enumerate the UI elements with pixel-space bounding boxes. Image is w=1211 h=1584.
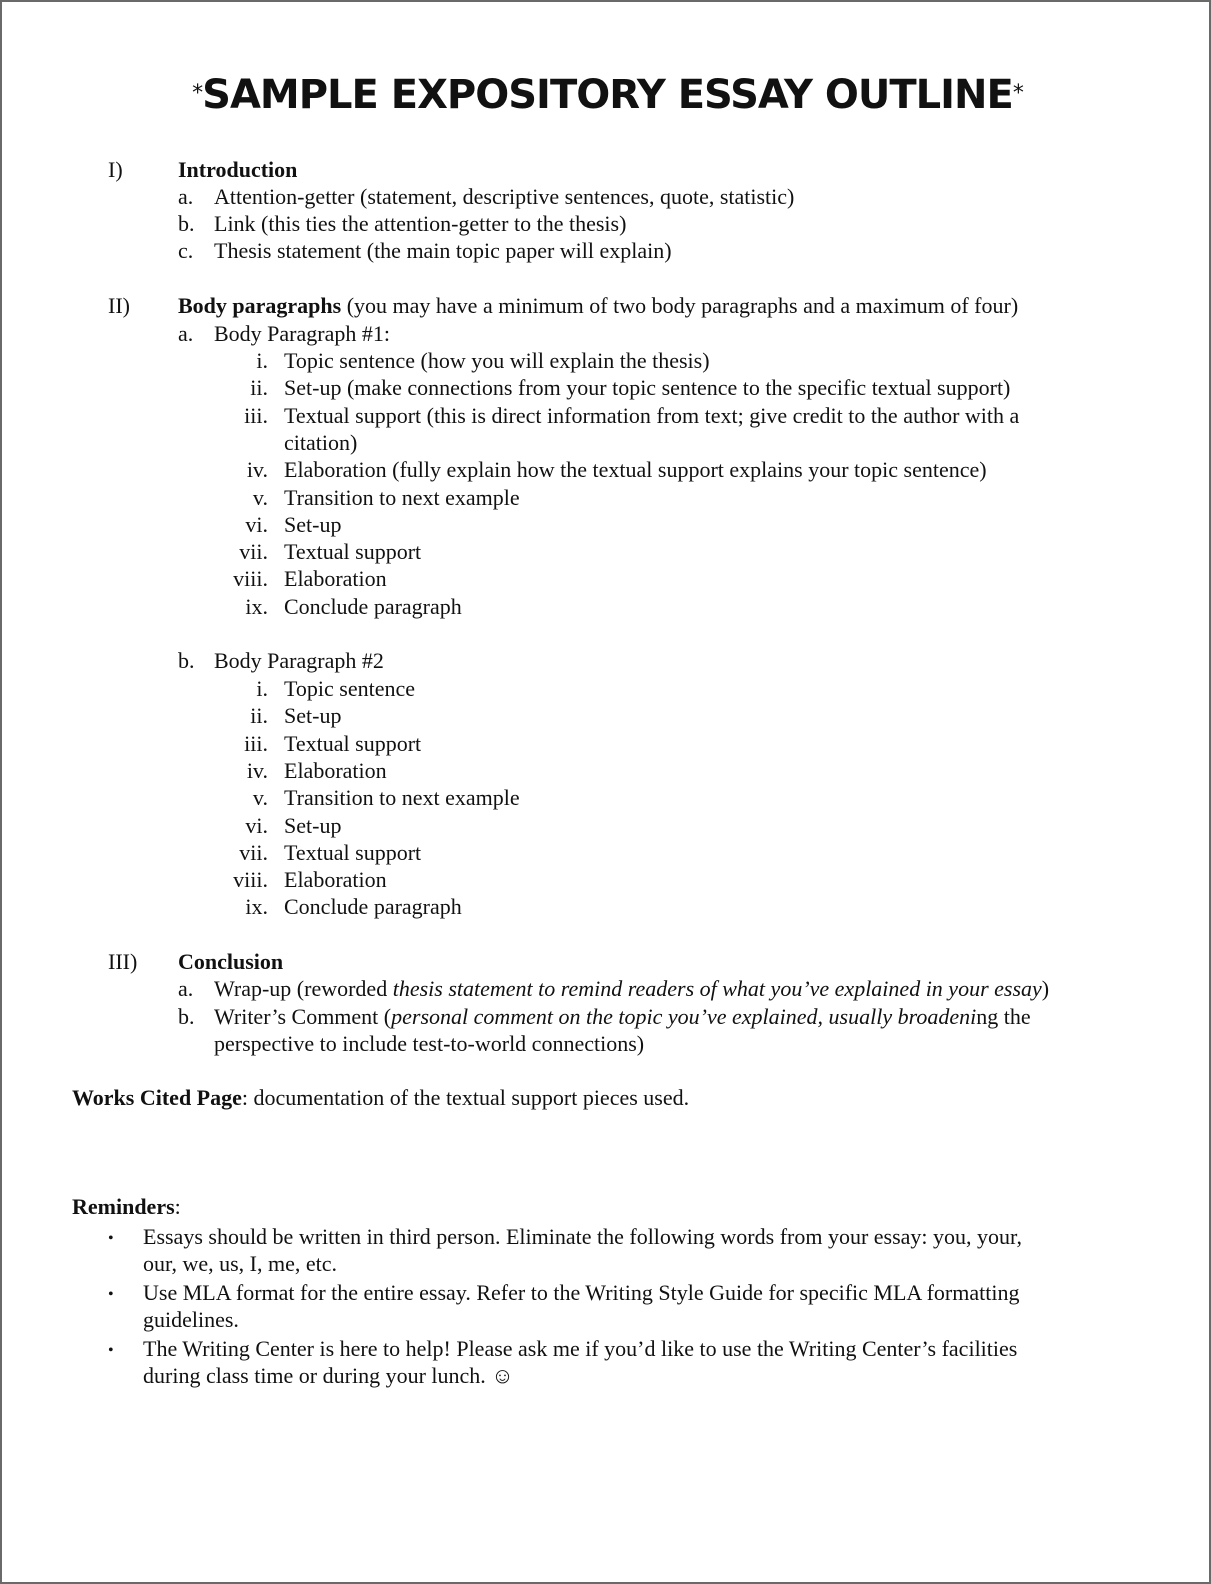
reminders-colon: :: [174, 1194, 181, 1219]
p2-item-marker: v.: [252, 785, 268, 811]
p1-item-marker: ix.: [245, 593, 268, 619]
intro-item-marker: c.: [178, 238, 194, 263]
section-numeral-conclusion: III): [108, 949, 138, 974]
section-heading-body: Body paragraphs: [178, 293, 342, 318]
conclusion-b-pre: Writer’s Comment (: [214, 1004, 392, 1029]
p1-item-marker: vii.: [239, 539, 268, 565]
title-text: SAMPLE EXPOSITORY ESSAY OUTLINE: [202, 72, 1013, 118]
p1-item-marker: v.: [252, 484, 268, 510]
reminder-line-continued: our, we, us, I, me, etc.: [143, 1251, 338, 1276]
p1-item-text: Textual support (this is direct information from text; give credit to the author with a: [284, 402, 1020, 428]
intro-item-text: Link (this ties the attention-getter to the thesis): [214, 211, 627, 236]
conclusion-b-post: ng the: [976, 1004, 1031, 1029]
p1-item-text: Set-up: [284, 511, 342, 537]
intro-item-marker: b.: [178, 211, 195, 236]
p2-item-marker: iii.: [244, 730, 268, 756]
p1-item-marker: iii.: [244, 402, 268, 428]
title-star-left: *: [192, 81, 203, 106]
reminder-line: Essays should be written in third person. Eliminate the following words from your essay: you, your,: [143, 1224, 1022, 1249]
reminders-label: Reminders: [72, 1194, 175, 1219]
conclusion-a-text: [214, 975, 1049, 1002]
section-heading-conclusion: Conclusion: [178, 949, 284, 974]
p2-item-marker: ix.: [245, 894, 268, 920]
p2-item-text: Transition to next example: [284, 785, 520, 811]
p1-item-text: Textual support: [284, 539, 422, 565]
p2-item-text: Textual support: [284, 839, 422, 865]
section-numeral-intro: I): [108, 157, 123, 182]
conclusion-b-continuation: perspective to include test-to-world connections): [214, 1031, 645, 1056]
intro-item-marker: a.: [178, 184, 194, 209]
p2-item-marker: vi.: [245, 812, 268, 838]
p2-item-marker: i.: [256, 676, 268, 701]
p2-item-marker: ii.: [250, 703, 268, 729]
p1-item-continuation: citation): [284, 429, 358, 455]
conclusion-b-marker: b.: [178, 1004, 195, 1029]
p2-item-text: Set-up: [284, 703, 342, 729]
p2-item-marker: vii.: [239, 839, 268, 865]
p1-item-marker: iv.: [246, 457, 268, 483]
section-heading-body-note: (you may have a minimum of two body paragraphs and a maximum of four): [341, 293, 1019, 318]
p1-item-marker: vi.: [245, 511, 268, 537]
intro-item-text: Attention-getter (statement, descriptive sentences, quote, statistic): [214, 184, 795, 209]
reminder-line-continued: during class time or during your lunch. ☺: [143, 1363, 514, 1388]
section-heading-body-line: [178, 292, 1018, 319]
p1-item-text: Topic sentence (how you will explain the thesis): [284, 348, 710, 373]
body-paragraph-2-marker: b.: [178, 648, 195, 673]
intro-item-text: Thesis statement (the main topic paper will explain): [214, 238, 672, 263]
p1-item-marker: viii.: [233, 566, 268, 592]
conclusion-b-italic: personal comment on the topic you’ve explained, usually broadeni: [391, 1004, 977, 1029]
p1-item-text: Elaboration (fully explain how the textual support explains your topic sentence): [284, 457, 987, 483]
body-paragraph-1-marker: a.: [178, 321, 194, 346]
conclusion-a-marker: a.: [178, 976, 194, 1001]
title-star-right: *: [1012, 81, 1023, 106]
reminder-bullet: •: [108, 1230, 114, 1247]
p1-item-text: Conclude paragraph: [284, 593, 462, 619]
reminder-bullet: •: [108, 1342, 114, 1359]
p1-item-marker: i.: [256, 348, 268, 373]
conclusion-a-post: ): [1041, 976, 1050, 1001]
reminder-line: Use MLA format for the entire essay. Refer to the Writing Style Guide for specific MLA formatting: [143, 1280, 1020, 1305]
p2-item-text: Set-up: [284, 812, 342, 838]
conclusion-b-text: [214, 1003, 1031, 1030]
reminders-heading-line: [72, 1193, 181, 1220]
p2-item-text: Textual support: [284, 730, 422, 756]
p1-item-text: Set-up (make connections from your topic sentence to the specific textual support): [284, 375, 1011, 401]
p1-item-text: Elaboration: [284, 566, 387, 592]
reminder-bullet: •: [108, 1286, 114, 1303]
page-title: [2, 72, 1211, 118]
conclusion-a-italic: thesis statement to remind readers of what you’ve explained in your essay: [392, 976, 1042, 1001]
works-cited-line: [72, 1084, 689, 1111]
works-cited-text: : documentation of the textual support pieces used.: [241, 1085, 690, 1110]
p2-item-text: Elaboration: [284, 867, 387, 893]
reminder-line: The Writing Center is here to help! Please ask me if you’d like to use the Writing Center’s facilities: [143, 1336, 1018, 1361]
body-paragraph-1-label: Body Paragraph #1:: [214, 321, 390, 346]
p1-item-marker: ii.: [250, 375, 268, 401]
body-paragraph-2-label: Body Paragraph #2: [214, 648, 384, 673]
p2-item-text: Topic sentence: [284, 676, 416, 701]
works-cited-label: Works Cited Page: [72, 1085, 242, 1110]
section-heading-intro: Introduction: [178, 157, 298, 182]
p2-item-text: Elaboration: [284, 757, 387, 783]
conclusion-a-pre: Wrap-up (reworded: [214, 976, 393, 1001]
p2-item-marker: viii.: [233, 867, 268, 893]
p1-item-text: Transition to next example: [284, 484, 520, 510]
reminder-line-continued: guidelines.: [143, 1307, 239, 1332]
section-numeral-body: II): [108, 293, 130, 318]
p2-item-text: Conclude paragraph: [284, 894, 462, 920]
p2-item-marker: iv.: [246, 757, 268, 783]
